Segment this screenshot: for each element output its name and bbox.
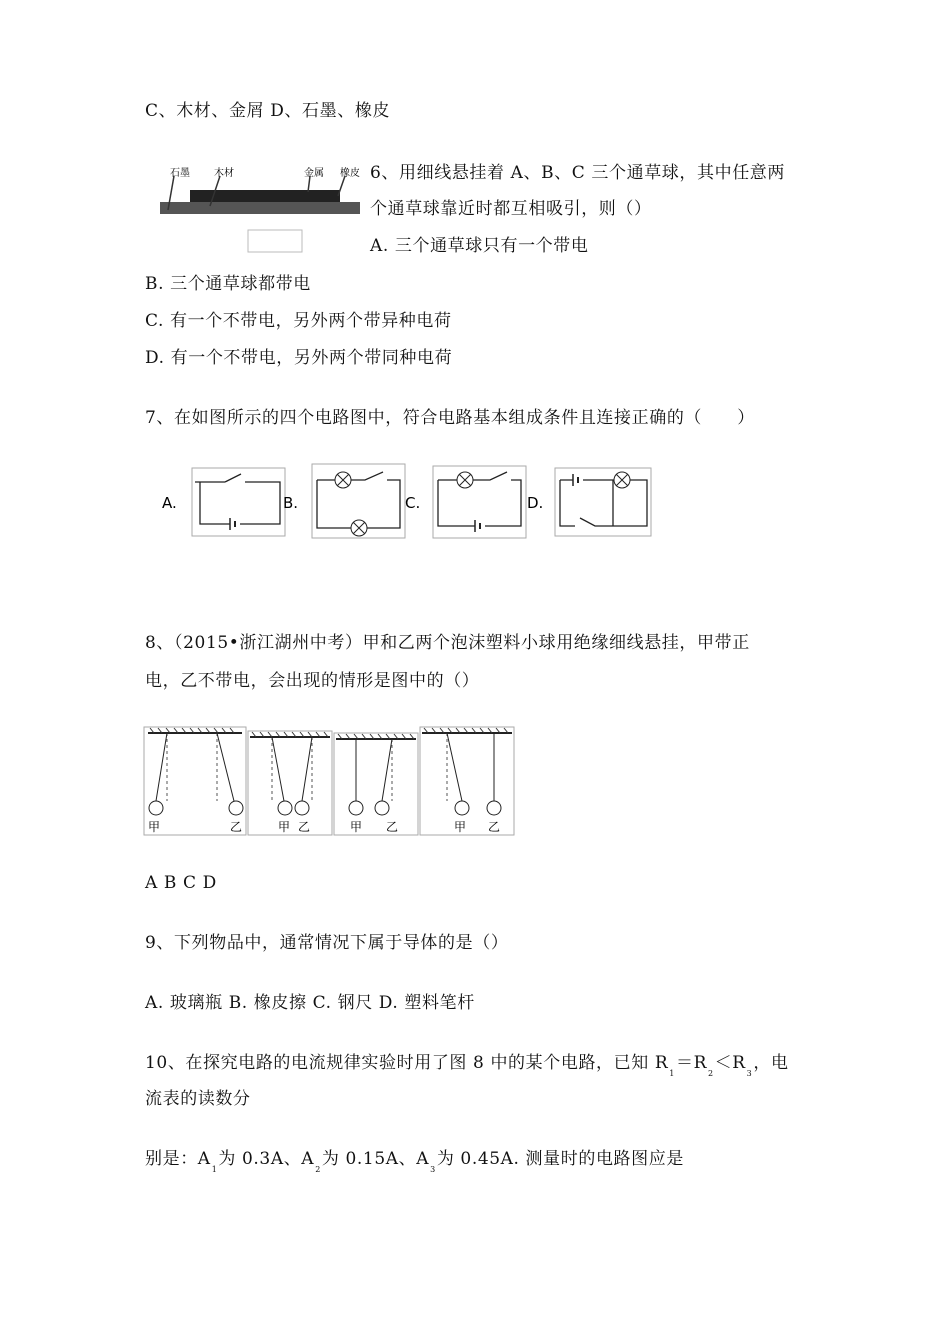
pendulum-panel-c — [334, 733, 418, 835]
svg-text:乙: 乙 — [386, 820, 399, 834]
q10-stem-line1: 10、在探究电路的电流规律实验时用了图 8 中的某个电路，已知 $R_1=R_2<R_3$，电 — [145, 1053, 789, 1078]
circuit-b-label: B. — [283, 494, 299, 512]
q6-option-b: B. 三个通草球都带电 — [145, 274, 311, 294]
q6-stem-line2: 个通草球靠近时都互相吸引，则（） — [370, 199, 652, 219]
pendulum-panel-d — [420, 727, 514, 835]
pendulum-panel-b — [248, 731, 332, 835]
rod-shadow — [160, 202, 360, 214]
q7-circuits-figure — [155, 460, 665, 545]
label-graphite: 石墨 — [170, 168, 190, 179]
svg-text:甲: 甲 — [350, 820, 363, 834]
circuit-c-label: C. — [405, 494, 421, 512]
circuit-a — [192, 468, 285, 536]
q9-options: A. 玻璃瓶 B. 橡皮擦 C. 钢尺 D. 塑料笔杆 — [145, 993, 475, 1013]
q10-stem-line2: 流表的读数分 — [145, 1089, 251, 1109]
svg-text:甲: 甲 — [148, 820, 161, 834]
q6-option-d: D. 有一个不带电，另外两个带同种电荷 — [145, 348, 453, 368]
q8-option-letters: A B C D — [145, 873, 217, 893]
q6-option-c: C. 有一个不带电，另外两个带异种电荷 — [145, 311, 452, 331]
svg-text:乙: 乙 — [488, 820, 501, 834]
label-wood: 木材 — [214, 168, 234, 179]
circuit-a-label: A. — [162, 494, 177, 512]
q6-rod-figure — [160, 162, 370, 254]
circuit-d-label: D. — [527, 494, 544, 512]
blank-box — [248, 230, 302, 252]
q6-stem-line1: 6、用细线悬挂着 A、B、C 三个通草球，其中任意两 — [370, 163, 785, 183]
circuit-d — [555, 468, 651, 536]
q5-option-line: C、木材、金屑 D、石墨、橡皮 — [145, 101, 391, 121]
svg-text:乙: 乙 — [298, 820, 311, 834]
q8-stem-line1: 8、（2015•浙江湖州中考）甲和乙两个泡沫塑料小球用绝缘细线悬挂，甲带正 — [145, 633, 750, 653]
circuit-b — [312, 464, 405, 538]
svg-text:甲: 甲 — [454, 820, 467, 834]
q7-stem: 7、在如图所示的四个电路图中，符合电路基本组成条件且连接正确的（ ） — [145, 408, 755, 428]
label-metal: 金属 — [304, 168, 324, 179]
q8-stem-line2: 电，乙不带电，会出现的情形是图中的（） — [145, 671, 480, 691]
pendulum-panel-a — [144, 727, 246, 835]
q9-stem: 9、下列物品中，通常情况下属于导体的是（） — [145, 933, 509, 953]
label-rubber: 橡皮 — [340, 168, 360, 179]
q8-pendulum-figure — [142, 725, 517, 840]
q10-stem-line3: 别是：$A_1$为 0.3A、$A_2$为 0.15A、$A_3$为 0.45A. 测量时的电路图应是 — [145, 1149, 684, 1174]
svg-text:乙: 乙 — [230, 820, 243, 834]
circuit-c — [433, 466, 526, 538]
q6-option-a: A. 三个通草球只有一个带电 — [370, 236, 589, 256]
svg-text:甲: 甲 — [278, 820, 291, 834]
